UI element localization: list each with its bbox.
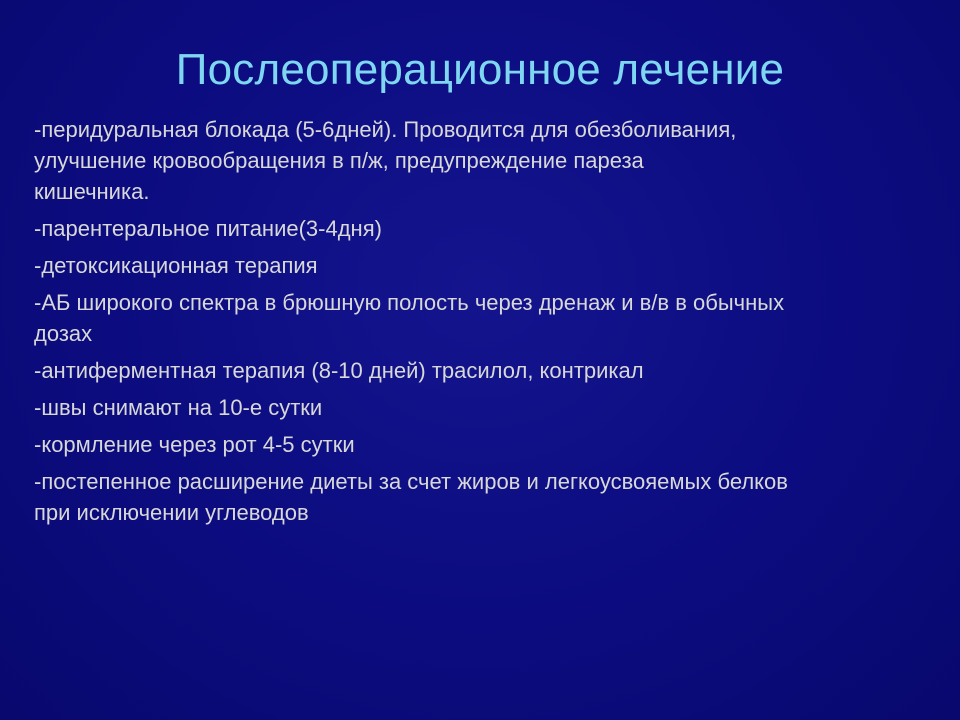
slide-title: Послеоперационное лечение [175,45,785,94]
bullet-line: кишечника. [34,179,150,204]
bullet-item-parenteral-nutrition [34,213,954,244]
bullet-line: при исключении углеводов [34,500,309,525]
bullet-line: улучшение кровообращения в п/ж, предупреждение пареза [34,148,644,173]
bullet-line: -детоксикационная терапия [34,253,318,278]
bullet-item-detox-therapy [34,250,954,281]
bullet-line: -швы снимают на 10-е сутки [34,395,323,420]
bullet-item-antibiotics [34,287,954,349]
bullet-item-suture-removal [34,392,954,423]
bullet-item-diet-expansion [34,466,954,528]
bullet-line: -парентеральное питание(3-4дня) [34,216,382,241]
bullet-line: -постепенное расширение диеты за счет жиров и легкоусвояемых белков [34,469,788,494]
bullet-line: -кормление через рот 4-5 сутки [34,432,355,457]
bullet-line: -АБ широкого спектра в брюшную полость через дренаж и в/в в обычных [34,290,785,315]
bullet-line: дозах [34,321,93,346]
bullet-item-oral-feeding [34,429,954,460]
bullet-line: -перидуральная блокада (5-6дней). Проводится для обезболивания, [34,117,737,142]
bullet-list [34,114,954,534]
bullet-item-epidural-block [34,114,954,207]
bullet-item-antienzyme-therapy [34,355,954,386]
bullet-line: -антиферментная терапия (8-10 дней) трасилол, контрикал [34,358,644,383]
